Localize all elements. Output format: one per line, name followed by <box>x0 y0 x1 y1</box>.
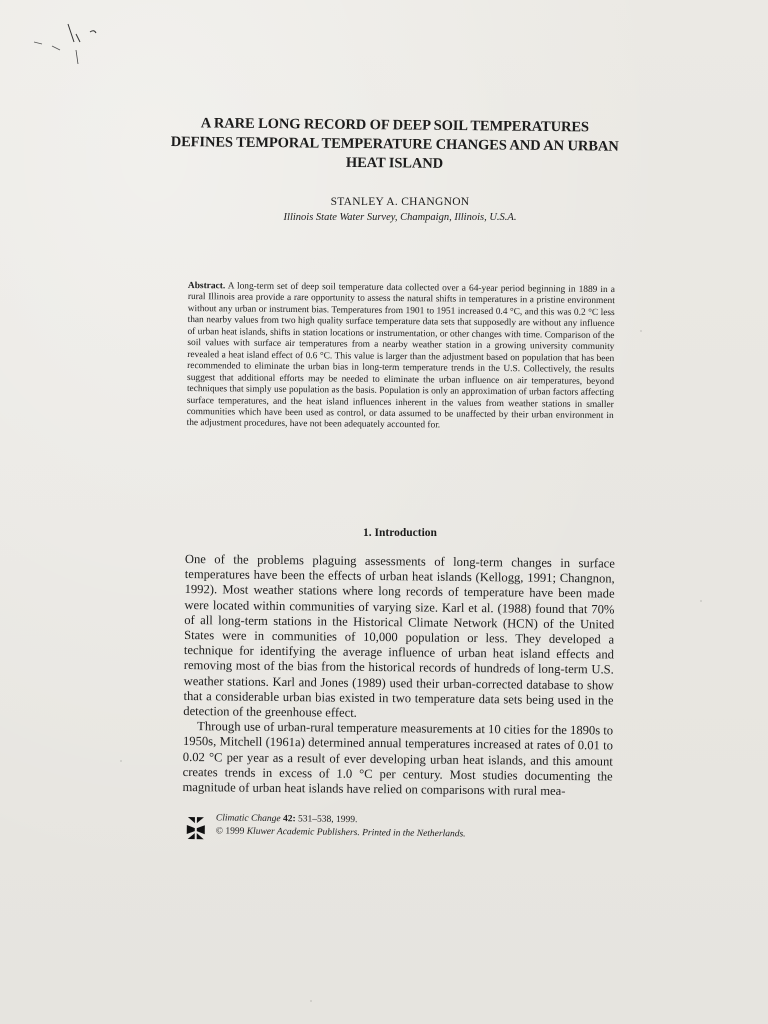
scan-speck <box>700 600 702 602</box>
printed-note: Printed in the Netherlands. <box>362 828 466 840</box>
scan-mark-icon <box>30 20 100 70</box>
section-heading: 1. Introduction <box>363 527 437 539</box>
abstract-text: A long-term set of deep soil temperature data collected over a 64-year period beginning in 1889 in a rural Illinois area provide a rare opportunity to assess the natural shifts in temperatures in a pristine environment without any urban or instrument bias. Temperatures from 1901 to 1951 increased 0.4 °C, and this was 0.2 °C less than nearby values from two high quality surface temperature data sets that supposedly are without any influence of urban heat islands, shifts in station locations or instrumentation, or other changes with time. Comparison of the soil values with surface air temperatures from a nearby weather station in a growing university community revealed a heat island effect of 0.6 °C. This value is larger than the adjustment based on population that has been recommended to eliminate the urban bias in long-term temperature trends in the U.S. Collectively, the results suggest that additional efforts may be needed to eliminate the urban influence on air temperatures, beyond techniques that simply use population as the basis. Population is only an approximation of urban factors affecting surface temperatures, and the heat island influences inherent in the values from weather stations in smaller communities which have been used as control, or data assumed to be unaffected by their urban environment in the adjustment procedures, have not been adequately accounted for. <box>186 281 615 431</box>
scan-speck <box>640 330 642 332</box>
citation-line <box>216 813 358 825</box>
paragraph: Through use of urban-rural temperature measurements at 10 cities for the 1890s to 1950s, Mitchell (1961a) determined annual temperatures increased at rates of 0.01 to 0.02 °C per year as a result of ever developing urban heat islands, and this amount creates trends in excess of 1.0 °C per century. Most studies documenting the magnitude of urban heat islands have relied on comparisons with rural mea- <box>182 719 614 799</box>
scan-speck <box>120 760 122 762</box>
paper-title: A RARE LONG RECORD OF DEEP SOIL TEMPERATURES DEFINES TEMPORAL TEMPERATURE CHANGES AND AN URBAN HEAT ISLAND <box>170 115 619 172</box>
abstract-label: Abstract. <box>187 281 226 292</box>
body-text <box>182 552 615 800</box>
author-affiliation: Illinois State Water Survey, Champaign, Illinois, U.S.A. <box>283 212 517 223</box>
journal-pages: 531–538, 1999. <box>297 814 358 826</box>
author-name: STANLEY A. CHANGNON <box>330 196 470 208</box>
abstract <box>187 281 615 434</box>
copyright-line <box>216 826 466 839</box>
journal-name: Climatic Change <box>215 813 281 825</box>
publisher: Kluwer Academic Publishers. <box>246 826 360 839</box>
paragraph: One of the problems plaguing assessments of long-term changes in surface temperatures have been the effects of urban heat islands (Kellogg, 1991; Changnon, 1992). Most weather stations where long records of temperature have been made were located within communities of varying size. Karl et al. (1988) found that 70% of all long-term stations in the Historical Climate Network (HCN) of the United States were in communities of 10,000 population or less. They developed a technique for identifying the average influence of urban heat island effects and removing most of the bias from the historical records of hundreds of long-term U.S. weather stations. Karl and Jones (1989) used their urban-corrected database to show that a considerable urban bias existed in two temperature data sets being used in the detection of the greenhouse effect. <box>183 552 615 720</box>
journal-volume: 42: <box>282 814 296 825</box>
copyright: © 1999 <box>215 826 245 837</box>
publisher-logo-icon <box>186 815 206 841</box>
scan-speck <box>310 1000 312 1002</box>
journal-footer <box>186 813 586 858</box>
